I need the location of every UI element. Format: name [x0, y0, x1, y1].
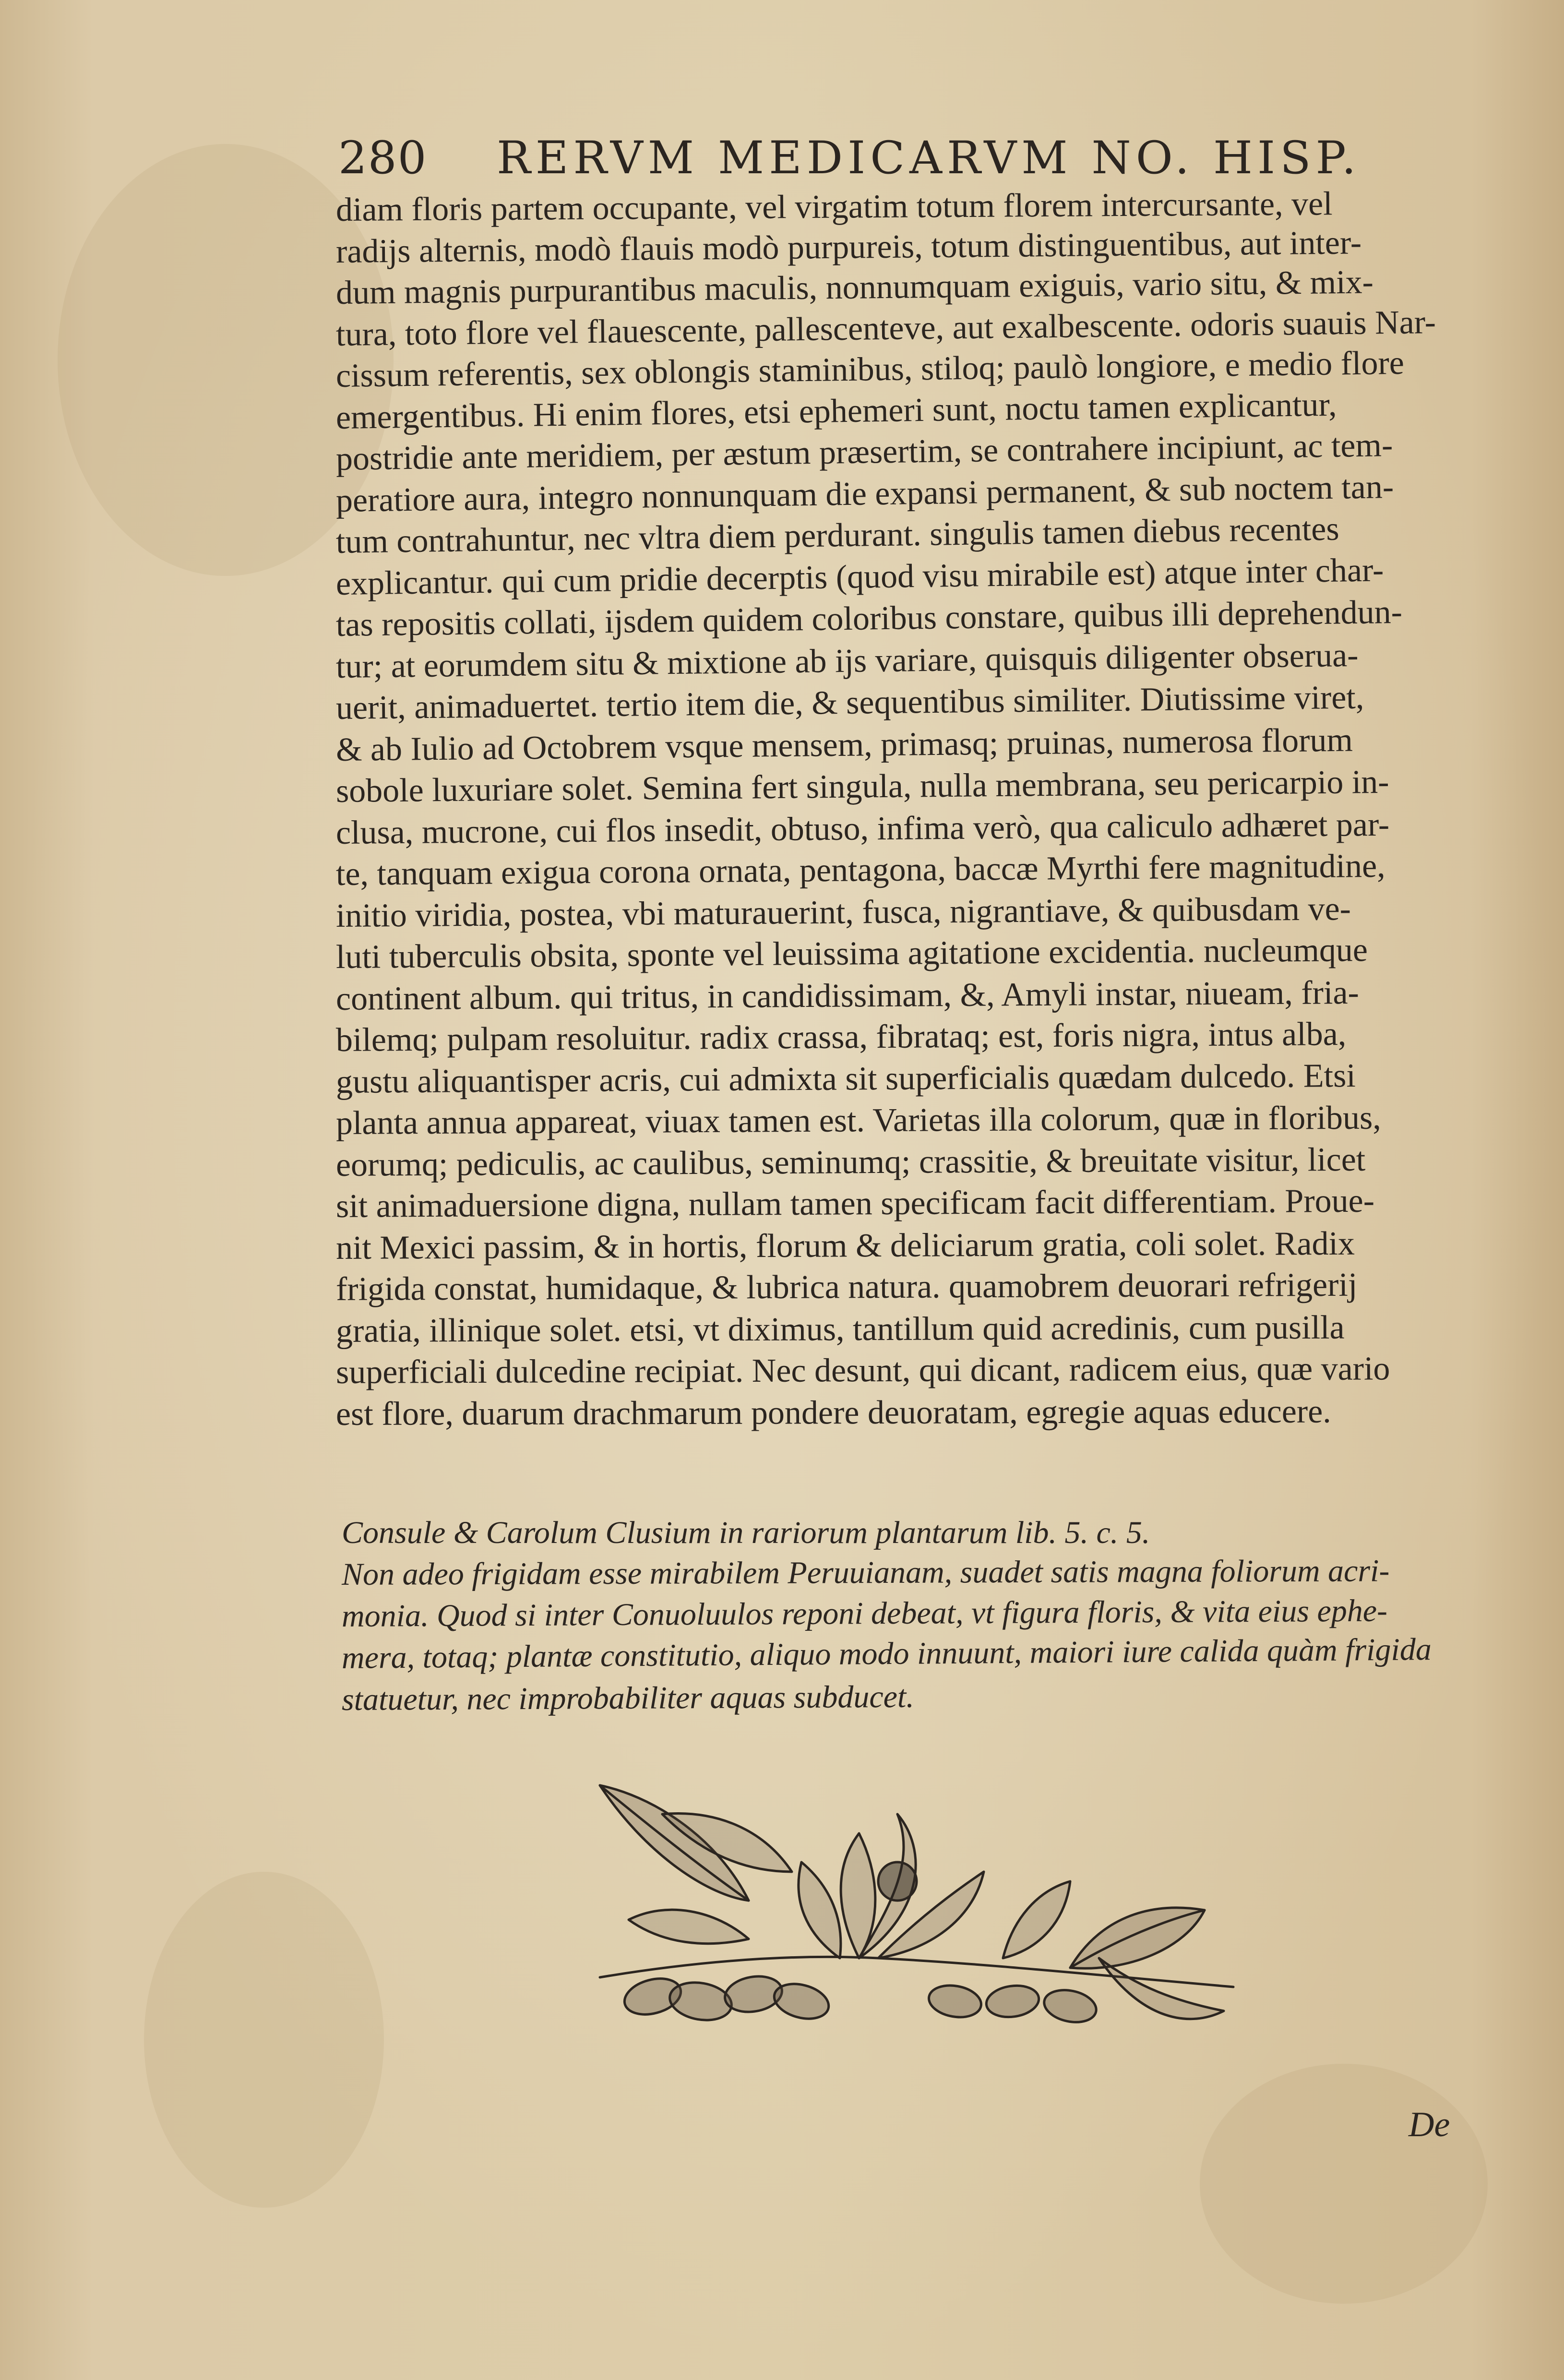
text-line: tum contrahuntur, nec vltra diem perdurant. singulis tamen diebus recentes [335, 510, 1340, 561]
text-line: diam floris partem occupante, vel virgatim totum florem intercursante, vel [335, 185, 1333, 228]
text-line: superficiali dulcedine recipiat. Nec desunt, qui dicant, radicem eius, quæ vario [335, 1350, 1390, 1391]
text-line: est flore, duarum drachmarum pondere deuoratam, egregie aquas educere. [335, 1393, 1331, 1433]
text-line: luti tuberculis obsita, sponte vel leuissima agitatione excidentia. nucleumque [335, 931, 1368, 976]
commentary-block [342, 1512, 1541, 1721]
paper-stain [144, 1872, 384, 2208]
seed-pod [926, 1982, 983, 2021]
text-line: planta annua appareat, viuax tamen est. Varietas illa colorum, quæ in floribus, [335, 1099, 1381, 1142]
italic-line: monia. Quod si inter Conuoluulos reponi debeat, vt figura floris, & vita eius ephe- [341, 1593, 1388, 1634]
paper-stain [1200, 2064, 1488, 2304]
text-line: frigida constat, humidaque, & lubrica natura. quamobrem deuorari refrigerij [335, 1266, 1358, 1308]
text-line: gratia, illinique solet. etsi, vt diximus, tantillum quid acredinis, cum pusilla [335, 1309, 1345, 1350]
text-line: postridie ante meridiem, per æstum præsertim, se contrahere incipiunt, ac tem- [335, 427, 1393, 478]
main-text-block [335, 185, 1536, 1435]
text-line: gustu aliquantisper acris, cui admixta sit superficialis quædam dulcedo. Etsi [335, 1057, 1356, 1100]
text-line: initio viridia, postea, vbi maturauerint, fusca, nigrantiave, & quibusdam ve- [335, 890, 1351, 934]
text-line: peratiore aura, integro nonnunquam die expansi permanent, & sub noctem tan- [335, 468, 1394, 519]
text-line: te, tanquam exigua corona ornata, pentagona, baccæ Myrthi fere magnitudine, [335, 847, 1385, 893]
text-line: continent album. qui tritus, in candidissimam, &, Amyli instar, niueam, fria- [335, 974, 1360, 1017]
leaf-shape [629, 1910, 749, 1943]
seed-pod [1041, 1985, 1099, 2026]
catchword: De [1409, 2105, 1450, 2144]
text-line: sit animaduersione digna, nullam tamen specificam facit differentiam. Proue- [335, 1182, 1375, 1225]
leaf-shape [1003, 1881, 1070, 1958]
flower-petal [799, 1862, 841, 1958]
italic-line: statuetur, nec improbabiliter aquas subducet. [341, 1679, 914, 1717]
text-line: clusa, mucrone, cui flos insedit, obtuso, infima verò, qua caliculo adhæret par- [335, 806, 1390, 851]
text-line: tas repositis collati, ijsdem quidem coloribus constare, quibus illi deprehendun- [335, 593, 1403, 644]
running-title: RERVM MEDICARVM NO. HISP. [497, 132, 1361, 184]
text-line: & ab Iulio ad Octobrem vsque mensem, primasq; pruinas, numerosa florum [335, 721, 1353, 768]
text-line: bilemq; pulpam resoluitur. radix crassa, fibrataq; est, foris nigra, intus alba, [335, 1016, 1347, 1059]
text-line: eorumq; pediculis, ac caulibus, seminumq; crassitie, & breuitate visitur, licet [335, 1141, 1366, 1184]
text-line: tur; at eorumdem situ & mixtione ab ijs variare, quisquis diligenter obserua- [335, 636, 1359, 685]
text-line: explicantur. qui cum pridie decerptis (quod visu mirabile est) atque inter char- [335, 551, 1384, 602]
text-line: nit Mexici passim, & in hortis, florum & deliciarum gratia, coli solet. Radix [335, 1225, 1355, 1267]
text-line: sobole luxuriare solet. Semina fert singula, nulla membrana, seu pericarpio in- [335, 763, 1389, 810]
text-line: tura, toto flore vel flauescente, pallescenteve, aut exalbescente. odoris suauis Nar- [335, 303, 1436, 353]
page-number: 280 [338, 132, 428, 184]
text-line: radijs alternis, modò flauis modò purpureis, totum distinguentibus, aut inter- [335, 224, 1362, 270]
text-line: cissum referentis, sex oblongis staminibus, stiloq; paulò longiore, e medio flore [335, 344, 1405, 395]
italic-line: Consule & Carolum Clusium in rariorum plantarum lib. 5. c. 5. [342, 1515, 1150, 1550]
text-line: emergentibus. Hi enim flores, etsi ephemeri sunt, noctu tamen explicantur, [335, 386, 1337, 436]
page-header [338, 122, 1394, 194]
italic-line: Non adeo frigidam esse mirabilem Peruuianam, suadet satis magna foliorum acri- [341, 1553, 1390, 1592]
text-line: uerit, animaduertet. tertio item die, & sequentibus similiter. Diutissime viret, [335, 679, 1364, 727]
italic-line: mera, totaq; plantæ constitutio, aliquo modo innuunt, maiori iure calida quàm frigida [341, 1632, 1432, 1675]
seed-pod [984, 1983, 1041, 2021]
plant-woodcut-illustration [590, 1776, 1243, 2045]
text-line: dum magnis purpurantibus maculis, nonnumquam exiguis, vario situ, & mix- [335, 263, 1374, 311]
leaf-shape [1099, 1958, 1224, 2019]
flower-center [878, 1862, 917, 1901]
